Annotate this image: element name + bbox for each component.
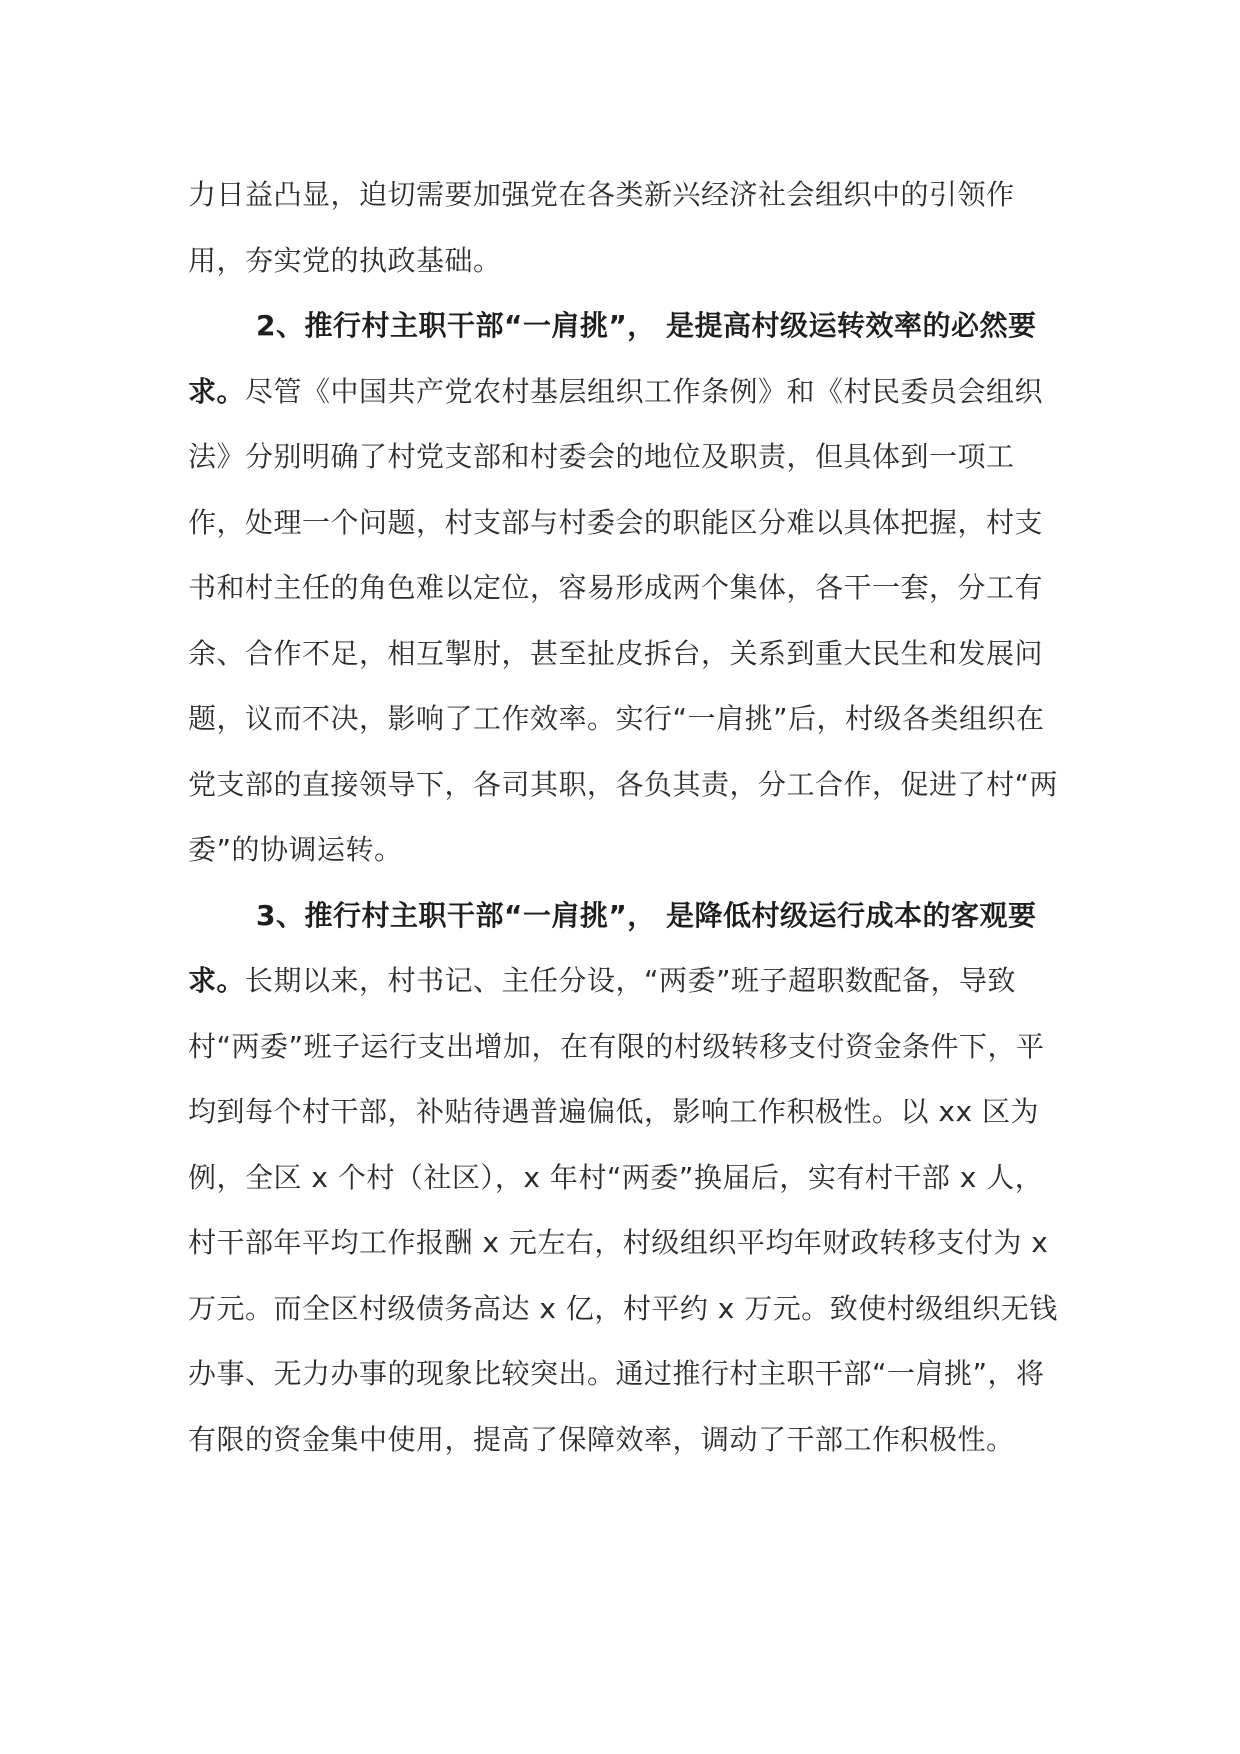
paragraph-text: 尽管《中国共产党农村基层组织工作条例》和《村民委员会组织法》分别明确了村党支部和村委会的地位及职责，但具体到一项工作，处理一个问题，村支部与村委会的职能区分难以具体把握，村支书和村主任的角色难以定位，容易形成两个集体，各干一套，分工有余、合作不足，相互掣肘，甚至扯皮拆台，关系到重大民生和发展问题，议而不决，影响了工作效率。实行“一肩挑”后，村级各类组织在党支部的直接领导下，各司其职，各负其责，分工合作，促进了村“两委”的协调运转。 [188, 374, 1059, 866]
paragraph-text: 长期以来，村书记、主任分设，“两委”班子超职数配备，导致村“两委”班子运行支出增加，在有限的村级转移支付资金条件下，平均到每个村干部，补贴待遇普遍偏低，影响工作积极性。以 xx 区为例，全区 x 个村（社区），x 年村“两委”换届后，实有村干部 x 人，村干部年平均工作报酬 x 元左右，村级组织平均年财政转移支付为 x 万元。而全区村级债务高达 x 亿，村平约 x 万元。致使村级组织无钱办事、无力办事的现象比较突出。通过推行村主职干部“一肩挑”，将有限的资金集中使用，提高了保障效率，调动了干部工作积极性。 [188, 964, 1058, 1456]
paragraph-continuation [188, 162, 1068, 293]
paragraph-text: 力日益凸显，迫切需要加强党在各类新兴经济社会组织中的引领作用，夯实党的执政基础。 [188, 178, 1015, 277]
section-heading: 3、推行村主职干部“一肩挑”， 是降低村级运行成本的客观要求。 [188, 898, 1037, 997]
paragraph-section-2 [188, 293, 1068, 883]
document-body [188, 162, 1068, 1472]
section-heading: 2、推行村主职干部“一肩挑”， 是提高村级运转效率的必然要求。 [188, 309, 1037, 408]
paragraph-section-3 [188, 883, 1068, 1473]
